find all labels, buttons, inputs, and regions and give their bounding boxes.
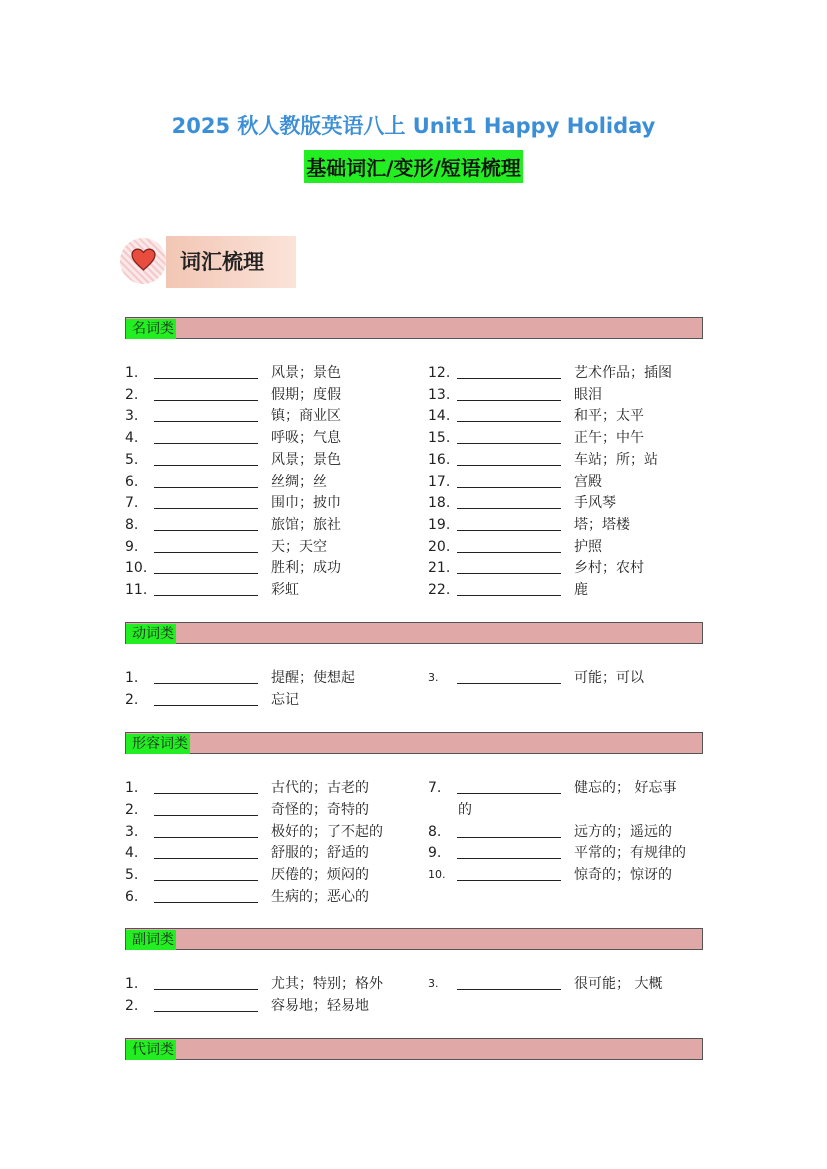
answer-blank[interactable] (457, 421, 561, 422)
document-title: 2025 秋人教版英语八上 Unit1 Happy Holiday (171, 114, 656, 138)
item-meaning: 古代的；古老的 (271, 780, 369, 796)
item-number: 8. (125, 516, 139, 533)
answer-blank[interactable] (154, 443, 258, 444)
item-meaning: 护照 (574, 538, 602, 555)
item-number: 19. (428, 516, 451, 533)
subtitle-wrap (0, 150, 827, 183)
item-number: 3. (125, 408, 139, 425)
vocab-item (428, 777, 718, 799)
vocab-item (428, 667, 718, 689)
vocab-item (125, 864, 415, 886)
item-number: 14. (428, 408, 451, 425)
item-number: 3. (125, 823, 139, 840)
item-meaning: 镇；商业区 (271, 408, 341, 425)
item-number: 1. (125, 780, 139, 796)
answer-blank[interactable] (457, 858, 561, 859)
vocab-item (125, 362, 415, 384)
vocab-item (125, 579, 415, 601)
section-heading: 副词类 (126, 930, 176, 950)
item-meaning: 风景；景色 (271, 451, 341, 468)
badge-label: 词汇梳理 (166, 236, 296, 288)
item-number: 3. (428, 671, 439, 684)
item-meaning: 旅馆；旅社 (271, 516, 341, 533)
item-meaning: 容易地；轻易地 (271, 998, 369, 1014)
vocab-item (125, 973, 415, 995)
vocab-item (125, 514, 415, 536)
answer-blank[interactable] (154, 989, 258, 990)
answer-blank[interactable] (457, 378, 561, 379)
answer-blank[interactable] (457, 880, 561, 881)
item-number: 7. (125, 495, 139, 512)
item-meaning: 围巾；披巾 (271, 495, 341, 512)
answer-blank[interactable] (154, 595, 258, 596)
vocab-item (125, 821, 415, 843)
answer-blank[interactable] (457, 443, 561, 444)
answer-blank[interactable] (154, 573, 258, 574)
document-subtitle: 基础词汇/变形/短语梳理 (304, 150, 523, 183)
section-adverbs (125, 928, 703, 950)
vocab-item (125, 777, 415, 799)
item-number: 3. (428, 977, 439, 990)
item-number: 16. (428, 451, 451, 468)
answer-blank[interactable] (154, 858, 258, 859)
section-heading: 形容词类 (126, 734, 190, 754)
vocab-item (125, 667, 415, 689)
vocab-item (428, 842, 718, 864)
answer-blank[interactable] (457, 465, 561, 466)
item-meaning: 忘记 (271, 692, 299, 708)
vocab-item (125, 449, 415, 471)
item-number: 13. (428, 386, 451, 403)
vocab-item (428, 536, 718, 558)
section-pronouns (125, 1038, 703, 1060)
vocab-item (428, 384, 718, 406)
answer-blank[interactable] (154, 1011, 258, 1012)
item-meaning: 塔；塔楼 (574, 516, 630, 533)
item-number: 1. (125, 365, 139, 381)
section-heading: 动词类 (126, 624, 176, 644)
item-number: 15. (428, 430, 451, 447)
item-meaning: 假期；度假 (271, 386, 341, 403)
item-meaning: 天；天空 (271, 538, 327, 555)
section-badge (120, 236, 298, 288)
vocab-item (428, 514, 718, 536)
answer-blank[interactable] (154, 902, 258, 903)
answer-blank[interactable] (457, 837, 561, 838)
item-meaning: 乡村；农村 (574, 560, 644, 577)
answer-blank[interactable] (154, 683, 258, 684)
vocab-item (125, 689, 415, 711)
vocab-item (428, 405, 718, 427)
answer-blank[interactable] (457, 530, 561, 531)
item-meaning: 胜利；成功 (271, 560, 341, 577)
item-meaning: 鹿 (574, 582, 588, 598)
item-number: 11. (125, 582, 148, 598)
vocab-item (428, 471, 718, 493)
vocab-item (125, 536, 415, 558)
vocab-item (125, 471, 415, 493)
answer-blank[interactable] (154, 530, 258, 531)
vocab-item (125, 405, 415, 427)
answer-blank[interactable] (154, 837, 258, 838)
answer-blank[interactable] (154, 552, 258, 553)
vocab-item (125, 995, 415, 1017)
item-number: 21. (428, 560, 451, 577)
vocab-item (428, 557, 718, 579)
vocab-item (125, 492, 415, 514)
answer-blank[interactable] (457, 400, 561, 401)
item-number: 5. (125, 451, 139, 468)
item-number: 10. (428, 868, 446, 882)
item-number: 7. (428, 780, 442, 796)
section-heading: 代词类 (126, 1040, 176, 1060)
vocab-item (428, 579, 718, 601)
item-meaning: 远方的；遥远的 (574, 823, 672, 840)
vocab-item (125, 384, 415, 406)
section-nouns (125, 317, 703, 339)
item-number: 2. (125, 386, 139, 403)
answer-blank[interactable] (154, 705, 258, 706)
item-meaning: 很可能； 大概 (574, 976, 663, 992)
vocab-item (125, 842, 415, 864)
item-meaning: 宫殿 (574, 473, 602, 490)
item-meaning: 风景；景色 (271, 365, 341, 381)
item-number: 22. (428, 582, 451, 598)
answer-blank[interactable] (457, 683, 561, 684)
item-meaning: 舒服的；舒适的 (271, 845, 369, 862)
heart-icon (131, 248, 156, 271)
item-meaning: 健忘的； 好忘事 (574, 780, 677, 796)
item-number: 4. (125, 430, 139, 447)
item-meaning: 可能；可以 (574, 670, 644, 686)
item-number: 6. (125, 473, 139, 490)
item-number: 1. (125, 976, 139, 992)
item-meaning: 呼吸；气息 (271, 430, 341, 447)
item-number: 1. (125, 670, 139, 686)
item-number: 5. (125, 867, 139, 884)
vocab-item (428, 449, 718, 471)
item-number: 18. (428, 495, 451, 512)
answer-blank[interactable] (154, 465, 258, 466)
item-meaning: 奇怪的；奇特的 (271, 801, 369, 818)
item-meaning: 眼泪 (574, 386, 602, 403)
item-meaning: 惊奇的；惊讶的 (574, 867, 672, 884)
vocab-item (125, 886, 415, 908)
item-meaning: 厌倦的；烦闷的 (271, 867, 369, 884)
vocab-item (125, 799, 415, 821)
vocab-item (428, 492, 718, 514)
vocab-item (125, 557, 415, 579)
item-meaning: 车站；所；站 (574, 451, 658, 468)
answer-blank[interactable] (154, 880, 258, 881)
answer-blank[interactable] (457, 508, 561, 509)
item-meaning: 平常的；有规律的 (574, 845, 686, 862)
answer-blank[interactable] (154, 815, 258, 816)
item-number: 9. (125, 538, 139, 555)
section-heading: 名词类 (126, 319, 176, 339)
answer-blank[interactable] (457, 989, 561, 990)
item-meaning-continued: 的 (458, 801, 472, 818)
item-number: 8. (428, 823, 442, 840)
item-number: 10. (125, 560, 148, 577)
vocab-item (428, 864, 718, 886)
item-meaning: 正午；中午 (574, 430, 644, 447)
item-number: 6. (125, 889, 139, 905)
answer-blank[interactable] (457, 552, 561, 553)
answer-blank[interactable] (154, 793, 258, 794)
section-verbs (125, 622, 703, 644)
answer-blank[interactable] (457, 793, 561, 794)
item-number: 20. (428, 538, 451, 555)
item-number: 17. (428, 473, 451, 490)
item-meaning: 尤其；特别；格外 (271, 976, 383, 992)
answer-blank[interactable] (154, 508, 258, 509)
item-meaning: 和平；太平 (574, 408, 644, 425)
item-number: 4. (125, 845, 139, 862)
item-number: 12. (428, 365, 451, 381)
answer-blank[interactable] (457, 573, 561, 574)
section-adjectives (125, 732, 703, 754)
vocab-item (428, 973, 718, 995)
answer-blank[interactable] (457, 595, 561, 596)
item-number: 2. (125, 692, 139, 708)
item-meaning: 丝绸；丝 (271, 473, 327, 490)
item-meaning: 提醒；使想起 (271, 670, 355, 686)
answer-blank[interactable] (154, 487, 258, 488)
item-meaning: 生病的；恶心的 (271, 889, 369, 905)
item-meaning: 艺术作品；插图 (574, 365, 672, 381)
answer-blank[interactable] (154, 400, 258, 401)
answer-blank[interactable] (457, 487, 561, 488)
item-meaning: 彩虹 (271, 582, 299, 598)
vocab-item (428, 362, 718, 384)
answer-blank[interactable] (154, 378, 258, 379)
item-meaning: 极好的；了不起的 (271, 823, 383, 840)
item-number: 9. (428, 845, 442, 862)
item-number: 2. (125, 998, 139, 1014)
vocab-item (428, 427, 718, 449)
answer-blank[interactable] (154, 421, 258, 422)
vocab-item (428, 821, 718, 843)
vocab-item (125, 427, 415, 449)
item-meaning: 手风琴 (574, 495, 616, 512)
item-number: 2. (125, 801, 139, 818)
